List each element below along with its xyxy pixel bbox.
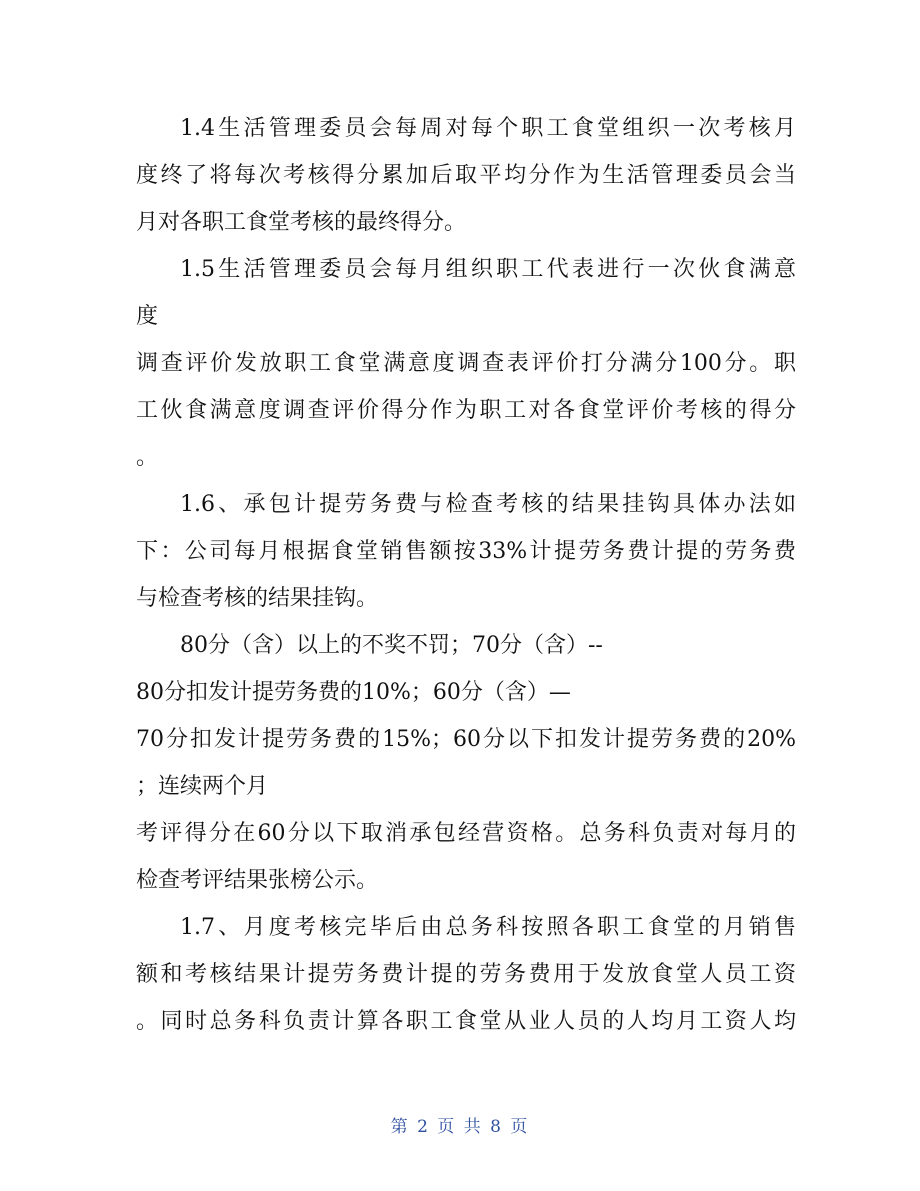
paragraph-line: 。: [136, 445, 159, 470]
paragraph-line: 70分扣发计提劳务费的15%；60分以下扣发计提劳务费的20%: [136, 727, 796, 752]
paragraph-line: ；连续两个月: [136, 774, 269, 799]
paragraph-line: 工伙食满意度调查评价得分作为职工对各食堂评价考核的得分: [136, 398, 796, 423]
page-number-footer: 第 2 页 共 8 页: [390, 1117, 530, 1137]
paragraph-line: 80分（含）以上的不奖不罚；70分（含）--: [180, 633, 603, 658]
paragraph-line: 调查评价发放职工食堂满意度调查表评价打分满分100分。职: [136, 351, 796, 376]
paragraph-line: 考评得分在60分以下取消承包经营资格。总务科负责对每月的: [136, 821, 796, 846]
paragraph-line: 下：公司每月根据食堂销售额按33%计提劳务费计提的劳务费: [136, 539, 796, 564]
paragraph-line: 月对各职工食堂考核的最终得分。: [136, 210, 467, 235]
paragraph-line: 检查考评结果张榜公示。: [136, 868, 379, 893]
paragraph-line: 。同时总务科负责计算各职工食堂从业人员的人均月工资人均: [136, 1009, 796, 1034]
paragraph-line: 1.5生活管理委员会每月组织职工代表进行一次伙食满意: [180, 257, 796, 282]
paragraph-line: 与检查考核的结果挂钩。: [136, 586, 379, 611]
paragraph-line: 额和考核结果计提劳务费计提的劳务费用于发放食堂人员工资: [136, 962, 796, 987]
paragraph-line: 1.6、承包计提劳务费与检查考核的结果挂钩具体办法如: [180, 492, 796, 517]
document-body: [136, 105, 796, 1045]
paragraph-line: 度终了将每次考核得分累加后取平均分作为生活管理委员会当: [136, 163, 796, 188]
paragraph-line: 1.7、月度考核完毕后由总务科按照各职工食堂的月销售: [180, 915, 796, 940]
paragraph-line: 80分扣发计提劳务费的10%；60分（含）—: [136, 680, 571, 705]
paragraph-line: 1.4生活管理委员会每周对每个职工食堂组织一次考核月: [180, 116, 796, 141]
paragraph-line: 度: [136, 304, 159, 329]
